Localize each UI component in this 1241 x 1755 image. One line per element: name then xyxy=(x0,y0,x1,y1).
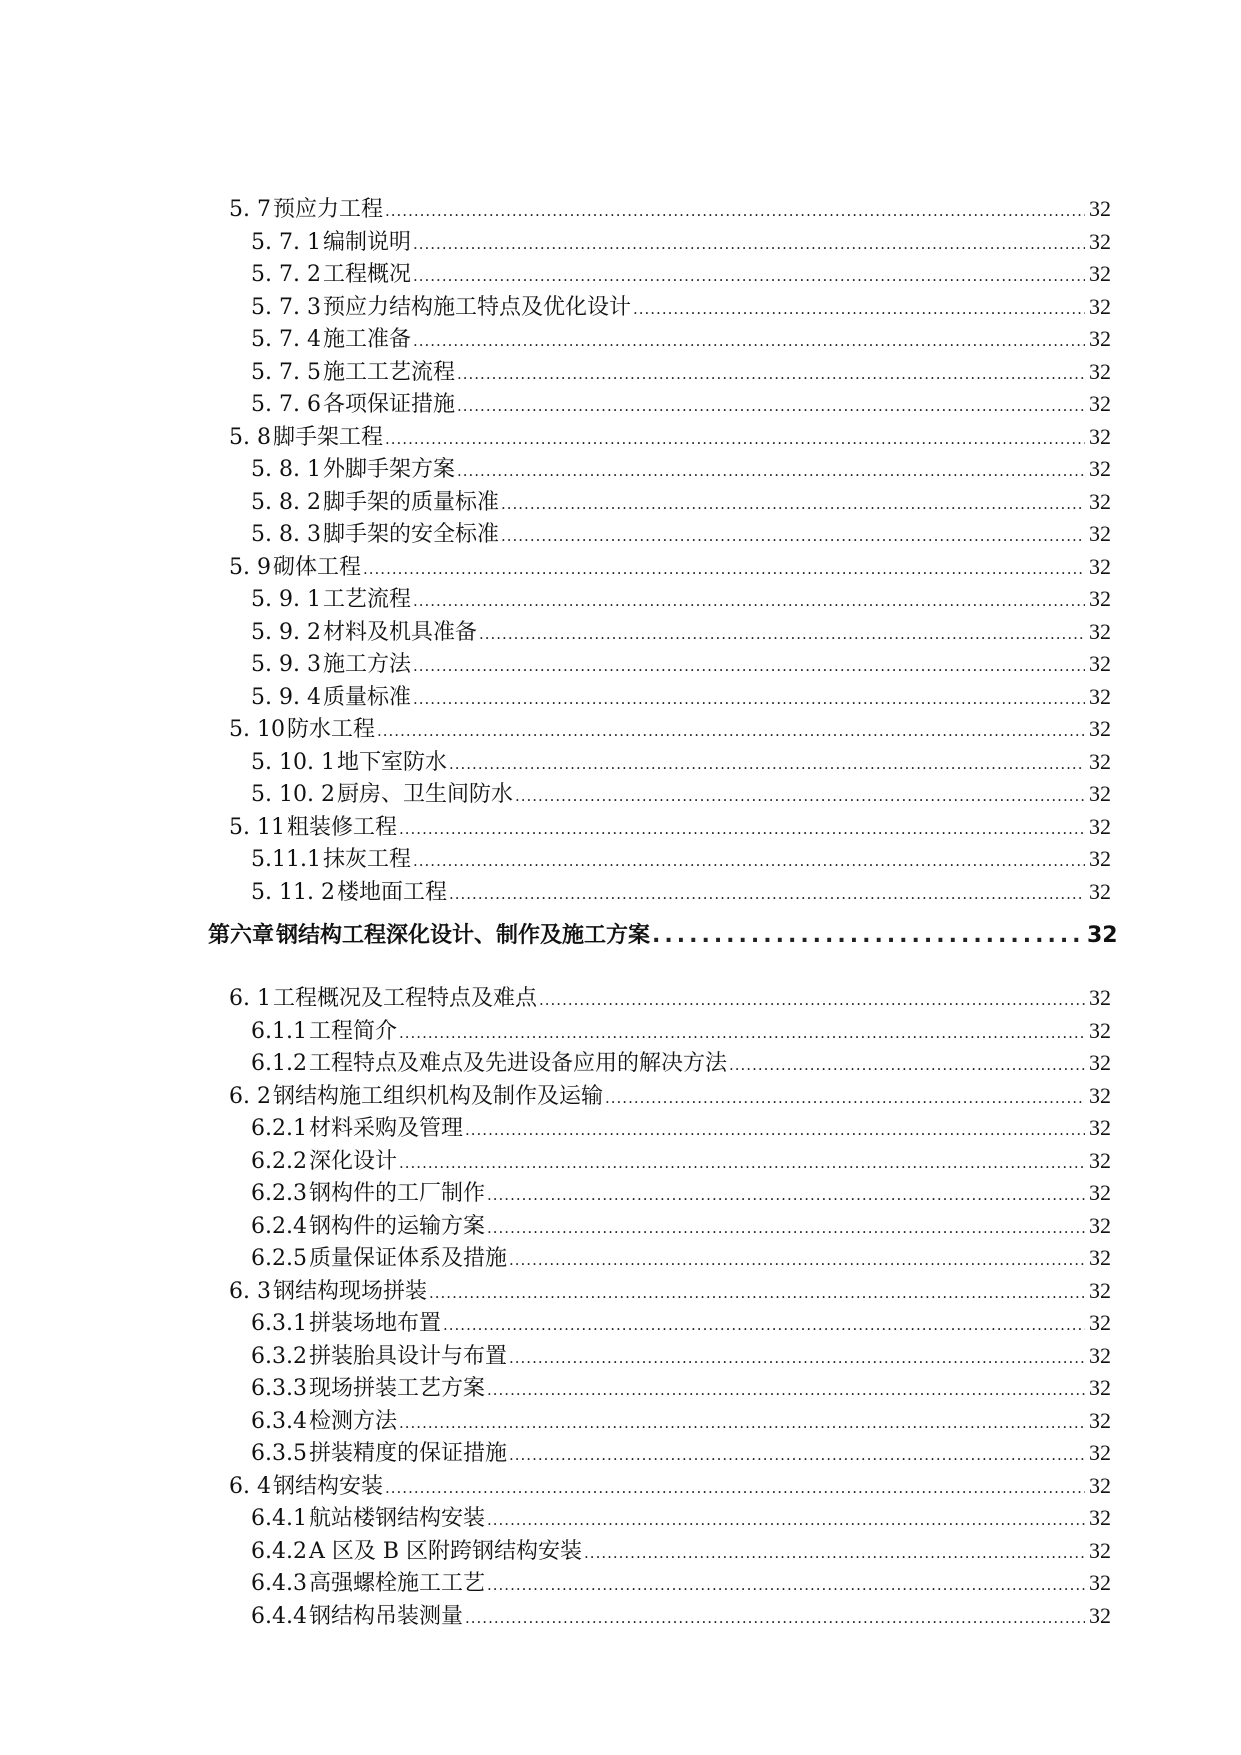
toc-entry-5-7-3[interactable] xyxy=(0,291,1111,324)
toc-entry-title: 预应力工程 xyxy=(272,197,383,222)
toc-entry-title: 脚手架的安全标准 xyxy=(322,522,499,547)
toc-entry-5-7-2[interactable] xyxy=(0,258,1111,291)
toc-entry-number: 6. 3 xyxy=(229,1278,271,1304)
toc-entry-number: 5. 9. 2 xyxy=(251,619,321,645)
toc-entry-5-10-2[interactable] xyxy=(0,778,1111,811)
dot-leader xyxy=(465,1602,1085,1635)
toc-entry-title: 钢构件的工厂制作 xyxy=(308,1181,485,1206)
dot-leader xyxy=(413,228,1085,261)
toc-entry-title: 工程简介 xyxy=(308,1018,397,1044)
toc-entry-title: 脚手架的质量标准 xyxy=(322,489,499,515)
toc-entry-title: 现场拼装工艺方案 xyxy=(308,1376,485,1401)
toc-entry-title: A 区及 B 区附跨钢结构安装 xyxy=(308,1538,583,1564)
toc-entry-number: 5. 8. 3 xyxy=(251,522,321,547)
toc-entry-6-3-1[interactable] xyxy=(0,1307,1111,1340)
toc-entry-page: 32 xyxy=(1089,586,1111,611)
toc-entry-page: 32 xyxy=(1089,1277,1111,1303)
toc-entry-page: 32 xyxy=(1089,1472,1111,1498)
toc-entry-page: 32 xyxy=(1089,391,1111,416)
toc-entry-number: 5. 11. 2 xyxy=(251,879,335,905)
toc-entry-page: 32 xyxy=(1089,1602,1111,1628)
toc-entry-number: 6.4.3 xyxy=(251,1571,307,1596)
toc-entry-number: 5. 7. 3 xyxy=(251,294,321,320)
toc-entry-title: 编制说明 xyxy=(322,229,411,255)
dot-leader xyxy=(479,618,1085,651)
toc-entry-page: 32 xyxy=(1089,1537,1111,1563)
toc-entry-title: 钢构件的运输方案 xyxy=(308,1213,485,1239)
dot-leader xyxy=(377,715,1085,748)
toc-entry-page: 32 xyxy=(1089,1082,1111,1108)
toc-entry-title: 工艺流程 xyxy=(322,587,411,612)
dot-leader xyxy=(363,553,1085,586)
toc-entry-6-1-2[interactable] xyxy=(0,1047,1111,1080)
toc-entry-number: 6.3.5 xyxy=(251,1441,307,1466)
toc-entry-page: 32 xyxy=(1089,521,1111,546)
toc-entry-page: 32 xyxy=(1089,1050,1111,1075)
dot-leader xyxy=(429,1277,1085,1310)
toc-entry-6-3-4[interactable] xyxy=(0,1405,1111,1438)
dot-leader xyxy=(652,919,1085,953)
dot-leader xyxy=(501,488,1085,521)
toc-entry-page: 32 xyxy=(1089,1375,1111,1400)
toc-entry-title: 工程概况及工程特点及难点 xyxy=(272,986,537,1011)
dot-leader xyxy=(487,1179,1085,1212)
dot-leader xyxy=(457,358,1085,391)
toc-entry-title: 外脚手架方案 xyxy=(322,457,455,482)
toc-entry-5-9-3[interactable] xyxy=(0,648,1111,681)
toc-entry-number: 6.2.3 xyxy=(251,1181,307,1206)
dot-leader xyxy=(539,984,1085,1017)
dot-leader xyxy=(413,845,1085,878)
toc-entry-6-3-5[interactable] xyxy=(0,1437,1111,1470)
toc-entry-page: 32 xyxy=(1089,1180,1111,1205)
toc-chapter-title: 钢结构工程深化设计、制作及施工方案 xyxy=(276,923,651,948)
dot-leader xyxy=(385,423,1085,456)
toc-entry-5-11-2[interactable] xyxy=(0,876,1111,909)
toc-entry-6-4-3[interactable] xyxy=(0,1567,1111,1600)
toc-entry-number: 5. 8 xyxy=(229,424,271,450)
toc-chapter-number: 第六章 xyxy=(208,923,275,948)
toc-entry-number: 5. 9. 4 xyxy=(251,684,321,710)
toc-entry-number: 5. 10. 1 xyxy=(251,749,335,775)
toc-entry-6-2[interactable] xyxy=(0,1080,1111,1113)
dot-leader xyxy=(465,1114,1085,1147)
toc-entry-title: 检测方法 xyxy=(308,1408,397,1434)
toc-entry-6-1-1[interactable] xyxy=(0,1015,1111,1048)
toc-entry-number: 6.4.2 xyxy=(251,1538,307,1564)
toc-entry-number: 6.4.1 xyxy=(251,1506,307,1531)
toc-entry-page: 32 xyxy=(1089,1342,1111,1368)
dot-leader xyxy=(487,1504,1085,1537)
toc-entry-number: 5. 9 xyxy=(229,554,271,580)
toc-entry-5-7-6[interactable] xyxy=(0,388,1111,421)
dot-leader xyxy=(399,1407,1085,1440)
toc-entry-title: 拼装精度的保证措施 xyxy=(308,1441,507,1466)
toc-entry-number: 5. 10. 2 xyxy=(251,782,335,807)
toc-entry-6-2-3[interactable] xyxy=(0,1177,1111,1210)
toc-entry-number: 5.11.1 xyxy=(251,847,321,872)
toc-entry-page: 32 xyxy=(1089,878,1111,904)
toc-entry-page: 32 xyxy=(1089,488,1111,514)
toc-entry-6-3-2[interactable] xyxy=(0,1340,1111,1373)
toc-entry-title: 钢结构施工组织机构及制作及运输 xyxy=(272,1083,603,1109)
toc-entry-title: 预应力结构施工特点及优化设计 xyxy=(322,294,631,320)
toc-entry-number: 5. 7. 1 xyxy=(251,229,321,255)
toc-entry-page: 32 xyxy=(1089,1115,1111,1140)
toc-entry-number: 6. 4 xyxy=(229,1473,271,1499)
toc-entry-title: 深化设计 xyxy=(308,1148,397,1174)
toc-entry-page: 32 xyxy=(1089,651,1111,676)
toc-entry-page: 32 xyxy=(1089,261,1111,286)
toc-entry-title: 钢结构吊装测量 xyxy=(308,1603,463,1629)
toc-entry-5-8-1[interactable] xyxy=(0,453,1111,486)
toc-entry-number: 6.2.5 xyxy=(251,1246,307,1271)
toc-entry-6-4-4[interactable] xyxy=(0,1600,1111,1633)
toc-entry-page: 32 xyxy=(1089,1570,1111,1595)
toc-entry-5-9-2[interactable] xyxy=(0,616,1111,649)
toc-entry-number: 5. 7. 6 xyxy=(251,392,321,417)
dot-leader xyxy=(501,520,1085,553)
toc-entry-6-3-3[interactable] xyxy=(0,1372,1111,1405)
toc-entry-title: 粗装修工程 xyxy=(286,814,397,840)
toc-entry-5-11[interactable] xyxy=(0,811,1111,844)
toc-entry-title: 砌体工程 xyxy=(272,554,361,580)
toc-entry-5-10-1[interactable] xyxy=(0,746,1111,779)
toc-entry-page: 32 xyxy=(1089,358,1111,384)
toc-entry-5-8-3[interactable] xyxy=(0,518,1111,551)
toc-entry-page: 32 xyxy=(1089,1310,1111,1335)
toc-entry-number: 6.3.4 xyxy=(251,1408,307,1434)
toc-entry-page: 32 xyxy=(1089,748,1111,774)
toc-entry-page: 32 xyxy=(1089,1147,1111,1173)
dot-leader xyxy=(413,260,1085,293)
toc-entry-number: 5. 7. 4 xyxy=(251,327,321,352)
toc-entry-title: 材料及机具准备 xyxy=(322,619,477,645)
toc-entry-5-8-2[interactable] xyxy=(0,486,1111,519)
dot-leader xyxy=(413,325,1085,358)
dot-leader xyxy=(487,1212,1085,1245)
dot-leader xyxy=(605,1082,1085,1115)
toc-entry-title: 钢结构现场拼装 xyxy=(272,1278,427,1304)
dot-leader xyxy=(449,878,1085,911)
dot-leader xyxy=(385,195,1085,228)
dot-leader xyxy=(457,455,1085,488)
toc-entry-number: 6.2.2 xyxy=(251,1148,307,1174)
toc-entry-number: 6.3.3 xyxy=(251,1376,307,1401)
dot-leader xyxy=(584,1537,1085,1570)
toc-entry-title: 工程特点及难点及先进设备应用的解决方法 xyxy=(308,1051,727,1076)
toc-entry-page: 32 xyxy=(1089,1245,1111,1270)
dot-leader xyxy=(385,1472,1085,1505)
dot-leader xyxy=(443,1309,1085,1342)
toc-entry-page: 32 xyxy=(1089,293,1111,319)
toc-entry-number: 5. 7. 5 xyxy=(251,359,321,385)
toc-chapter-page: 32 xyxy=(1087,923,1118,948)
toc-entry-page: 32 xyxy=(1089,846,1111,871)
toc-entry-title: 航站楼钢结构安装 xyxy=(308,1506,485,1531)
toc-entry-5-7-5[interactable] xyxy=(0,356,1111,389)
dot-leader xyxy=(487,1569,1085,1602)
toc-entry-title: 高强螺栓施工工艺 xyxy=(308,1571,485,1596)
toc-entry-number: 6. 1 xyxy=(229,986,271,1011)
toc-entry-page: 32 xyxy=(1089,553,1111,579)
toc-entry-number: 5. 7. 2 xyxy=(251,262,321,287)
toc-entry-6-2-1[interactable] xyxy=(0,1112,1111,1145)
dot-leader xyxy=(413,683,1085,716)
toc-entry-5-7-1[interactable] xyxy=(0,226,1111,259)
toc-entry-number: 6.1.2 xyxy=(251,1051,307,1076)
toc-entry-6-2-4[interactable] xyxy=(0,1210,1111,1243)
toc-entry-number: 5. 9. 3 xyxy=(251,652,321,677)
toc-entry-number: 6.4.4 xyxy=(251,1603,307,1629)
toc-entry-page: 32 xyxy=(1089,716,1111,741)
toc-entry-number: 6.3.2 xyxy=(251,1343,307,1369)
toc-entry-6-2-2[interactable] xyxy=(0,1145,1111,1178)
toc-entry-6-2-5[interactable] xyxy=(0,1242,1111,1275)
toc-entry-page: 32 xyxy=(1089,985,1111,1010)
dot-leader xyxy=(399,1147,1085,1180)
toc-entry-5-9[interactable] xyxy=(0,551,1111,584)
dot-leader xyxy=(457,390,1085,423)
toc-entry-page: 32 xyxy=(1089,683,1111,709)
toc-entry-page: 32 xyxy=(1089,1212,1111,1238)
toc-entry-number: 5. 10 xyxy=(229,717,285,742)
toc-entry-number: 6.2.1 xyxy=(251,1116,307,1141)
toc-entry-page: 32 xyxy=(1089,781,1111,806)
dot-leader xyxy=(633,293,1085,326)
dot-leader xyxy=(449,748,1085,781)
toc-entry-number: 6.2.4 xyxy=(251,1213,307,1239)
toc-entry-title: 拼装场地布置 xyxy=(308,1311,441,1336)
dot-leader xyxy=(729,1049,1085,1082)
toc-entry-page: 32 xyxy=(1089,1440,1111,1465)
toc-entry-title: 厨房、卫生间防水 xyxy=(336,782,513,807)
toc-entry-number: 6. 2 xyxy=(229,1083,271,1109)
toc-entry-page: 32 xyxy=(1089,228,1111,254)
toc-entry-title: 拼装胎具设计与布置 xyxy=(308,1343,507,1369)
dot-leader xyxy=(413,650,1085,683)
toc-entry-title: 施工准备 xyxy=(322,327,411,352)
toc-entry-page: 32 xyxy=(1089,456,1111,481)
toc-entry-title: 脚手架工程 xyxy=(272,424,383,450)
toc-entry-page: 32 xyxy=(1089,423,1111,449)
toc-entry-5-9-4[interactable] xyxy=(0,681,1111,714)
table-of-contents xyxy=(0,193,1241,1632)
dot-leader xyxy=(487,1374,1085,1407)
toc-entry-title: 质量保证体系及措施 xyxy=(308,1246,507,1271)
toc-entry-page: 32 xyxy=(1089,326,1111,351)
toc-entry-6-3[interactable] xyxy=(0,1275,1111,1308)
toc-entry-number: 5. 9. 1 xyxy=(251,587,321,612)
toc-entry-number: 5. 8. 1 xyxy=(251,457,321,482)
dot-leader xyxy=(509,1342,1085,1375)
toc-entry-title: 质量标准 xyxy=(322,684,411,710)
toc-entry-title: 楼地面工程 xyxy=(336,879,447,905)
dot-leader xyxy=(509,1439,1085,1472)
toc-entry-page: 32 xyxy=(1089,1017,1111,1043)
toc-entry-number: 6.1.1 xyxy=(251,1018,307,1044)
toc-entry-title: 地下室防水 xyxy=(336,749,447,775)
toc-entry-page: 32 xyxy=(1089,1505,1111,1530)
toc-entry-title: 防水工程 xyxy=(286,717,375,742)
dot-leader xyxy=(515,780,1085,813)
toc-entry-number: 5. 11 xyxy=(229,814,285,840)
dot-leader xyxy=(399,813,1085,846)
dot-leader xyxy=(399,1017,1085,1050)
toc-entry-page: 32 xyxy=(1089,196,1111,221)
toc-entry-page: 32 xyxy=(1089,618,1111,644)
toc-entry-page: 32 xyxy=(1089,1407,1111,1433)
toc-entry-6-4-2[interactable] xyxy=(0,1535,1111,1568)
toc-entry-6-4-1[interactable] xyxy=(0,1502,1111,1535)
toc-entry-5-11-1[interactable] xyxy=(0,843,1111,876)
toc-entry-number: 5. 8. 2 xyxy=(251,489,321,515)
toc-entry-5-7[interactable] xyxy=(0,193,1111,226)
toc-entry-5-10[interactable] xyxy=(0,713,1111,746)
toc-entry-title: 施工工艺流程 xyxy=(322,359,455,385)
toc-entry-number: 6.3.1 xyxy=(251,1311,307,1336)
toc-entry-title: 各项保证措施 xyxy=(322,392,455,417)
toc-entry-6-1[interactable] xyxy=(0,982,1111,1015)
toc-entry-title: 钢结构安装 xyxy=(272,1473,383,1499)
toc-entry-6-4[interactable] xyxy=(0,1470,1111,1503)
toc-entry-title: 抹灰工程 xyxy=(322,847,411,872)
toc-entry-5-8[interactable] xyxy=(0,421,1111,454)
toc-entry-title: 工程概况 xyxy=(322,262,411,287)
toc-entry-title: 材料采购及管理 xyxy=(308,1116,463,1141)
toc-entry-5-7-4[interactable] xyxy=(0,323,1111,356)
toc-entry-page: 32 xyxy=(1089,813,1111,839)
toc-entry-number: 5. 7 xyxy=(229,197,271,222)
toc-entry-5-9-1[interactable] xyxy=(0,583,1111,616)
toc-entry-title: 施工方法 xyxy=(322,652,411,677)
toc-chapter-6[interactable] xyxy=(0,919,1118,953)
dot-leader xyxy=(509,1244,1085,1277)
dot-leader xyxy=(413,585,1085,618)
